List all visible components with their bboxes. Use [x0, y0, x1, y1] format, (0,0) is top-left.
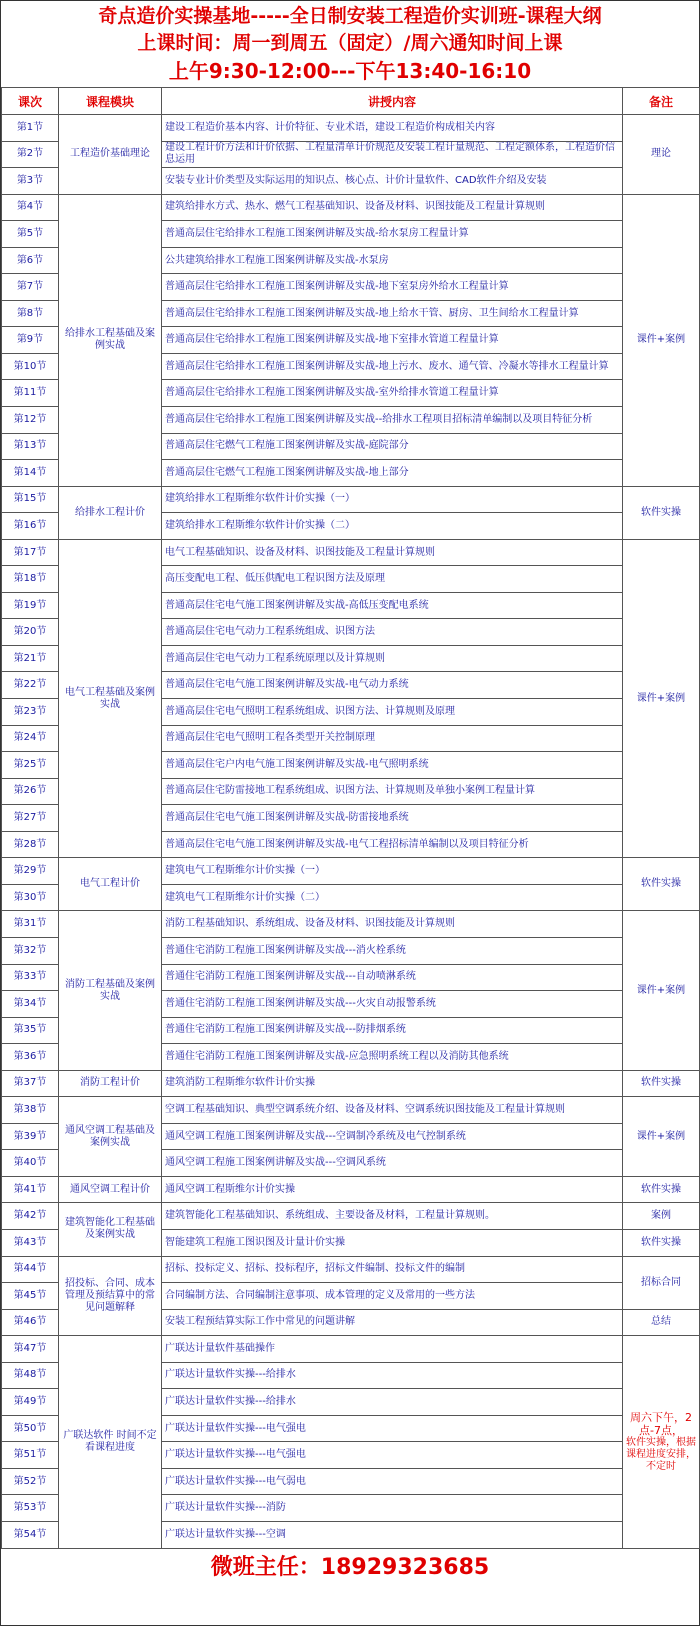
module-cell: 消防工程基础及案例实战: [59, 911, 162, 1070]
table-row: [2, 115, 700, 142]
remark-text: 软件实操: [641, 878, 681, 890]
content-cell: 合同编制方法、合同编制注意事项、成本管理的定义及常用的一些方法: [162, 1283, 623, 1310]
content-cell: 建筑消防工程斯维尔软件计价实操: [162, 1070, 623, 1097]
lesson-cell: 第23节: [2, 699, 59, 726]
lesson-cell: 第32节: [2, 937, 59, 964]
time-line: 上午9:30-12:00---下午13:40-16:10: [168, 59, 532, 83]
title-line: 奇点造价实操基地-----全日制安装工程造价实训班-课程大纲: [98, 5, 602, 27]
lesson-cell: 第1节: [2, 115, 59, 142]
lesson-cell: 第34节: [2, 991, 59, 1018]
content-cell: 普通高层住宅电气施工图案例讲解及实战-防雷接地系统: [162, 805, 623, 832]
content-cell: 普通高层住宅燃气工程施工图案例讲解及实战-地上部分: [162, 460, 623, 487]
lesson-cell: 第30节: [2, 884, 59, 911]
remark-text: 案例: [651, 1210, 671, 1222]
content-cell: 普通高层住宅给排水工程施工图案例讲解及实战-地上给水干管、厨房、卫生间给水工程量计算: [162, 300, 623, 327]
content-cell: 普通高层住宅给排水工程施工图案例讲解及实战-室外给排水管道工程量计算: [162, 380, 623, 407]
remark-cell: [623, 1336, 700, 1548]
table-row: [2, 539, 700, 566]
content-cell: 普通高层住宅户内电气施工图案例讲解及实战-电气照明系统: [162, 752, 623, 779]
lesson-cell: 第24节: [2, 725, 59, 752]
lesson-cell: 第15节: [2, 486, 59, 513]
lesson-cell: 第27节: [2, 805, 59, 832]
table-row: [2, 1176, 700, 1203]
module-cell: 通风空调工程基础及案例实战: [59, 1097, 162, 1177]
lesson-cell: 第54节: [2, 1521, 59, 1548]
table-body: [2, 115, 700, 1549]
content-cell: 建筑给排水工程斯维尔软件计价实操（一）: [162, 486, 623, 513]
lesson-cell: 第35节: [2, 1017, 59, 1044]
content-cell: 安装专业计价类型及实际运用的知识点、核心点、计价计量软件、CAD软件介绍及安装: [162, 168, 623, 195]
content-cell: 普通高层住宅电气施工图案例讲解及实战-高低压变配电系统: [162, 592, 623, 619]
content-cell: 通风空调工程斯维尔计价实操: [162, 1176, 623, 1203]
content-cell: 智能建筑工程施工图识图及计量计价实操: [162, 1229, 623, 1256]
remark-cell: [623, 539, 700, 858]
lesson-cell: 第26节: [2, 778, 59, 805]
remark-text: 课件+案例: [636, 334, 686, 346]
content-cell: 建设工程计价方法和计价依据、工程量清单计价规范及安装工程计量规范、工程定额体系，工程造价信息运用: [162, 141, 623, 168]
content-cell: 普通高层住宅电气施工图案例讲解及实战-电气动力系统: [162, 672, 623, 699]
content-cell: 普通高层住宅防雷接地工程系统组成、识图方法、计算规则及单独小案例工程量计算: [162, 778, 623, 805]
content-cell: 普通高层住宅给排水工程施工图案例讲解及实战-地上污水、废水、通气管、冷凝水等排水工程量计算: [162, 353, 623, 380]
module-cell: 招投标、合同、成本管理及预结算中的常见问题解释: [59, 1256, 162, 1336]
lesson-cell: 第22节: [2, 672, 59, 699]
remark-cell: [623, 1256, 700, 1309]
lesson-cell: 第21节: [2, 645, 59, 672]
table-row: [2, 858, 700, 885]
content-cell: 普通住宅消防工程施工图案例讲解及实战---防排烟系统: [162, 1017, 623, 1044]
lesson-cell: 第49节: [2, 1389, 59, 1416]
table-row: [2, 911, 700, 938]
remark-text: 周六下午，2点-7点，: [630, 1410, 692, 1437]
lesson-cell: 第43节: [2, 1229, 59, 1256]
content-cell: 普通高层住宅给排水工程施工图案例讲解及实战-给水泵房工程量计算: [162, 221, 623, 248]
footer-contact: 微班主任：18929323685: [210, 1555, 490, 1580]
remark-cell: [623, 858, 700, 911]
content-cell: 普通高层住宅给排水工程施工图案例讲解及实战--给排水工程项目招标清单编制以及项目特征分析: [162, 407, 623, 434]
lesson-cell: 第47节: [2, 1336, 59, 1363]
lesson-cell: 第33节: [2, 964, 59, 991]
remark-text: 课件+案例: [636, 692, 686, 704]
content-cell: 普通高层住宅燃气工程施工图案例讲解及实战-庭院部分: [162, 433, 623, 460]
content-cell: 广联达计量软件实操---给排水: [162, 1389, 623, 1416]
table-row: [2, 1203, 700, 1230]
col-header-lesson: 课次: [2, 88, 59, 115]
remark-text: 课件+案例: [636, 984, 686, 996]
lesson-cell: 第44节: [2, 1256, 59, 1283]
module-cell: 给排水工程计价: [59, 486, 162, 539]
content-cell: 广联达计量软件实操---电气弱电: [162, 1468, 623, 1495]
content-cell: 高压变配电工程、低压供配电工程识图方法及原理: [162, 566, 623, 593]
schedule-line: 上课时间：周一到周五（固定）/周六通知时间上课: [137, 32, 563, 54]
lesson-cell: 第41节: [2, 1176, 59, 1203]
module-cell: 给排水工程基础及案例实战: [59, 194, 162, 486]
lesson-cell: 第20节: [2, 619, 59, 646]
remark-cell: [623, 194, 700, 486]
lesson-cell: 第16节: [2, 513, 59, 540]
content-cell: 普通高层住宅电气施工图案例讲解及实战-电气工程招标清单编制以及项目特征分析: [162, 831, 623, 858]
lesson-cell: 第5节: [2, 221, 59, 248]
module-cell: 建筑智能化工程基础及案例实战: [59, 1203, 162, 1256]
remark-cell: [623, 486, 700, 539]
module-cell: 电气工程基础及案例实战: [59, 539, 162, 858]
remark-text: 课件+案例: [636, 1130, 686, 1142]
content-cell: 安装工程预结算实际工作中常见的问题讲解: [162, 1309, 623, 1336]
remark-cell: [623, 1229, 700, 1256]
lesson-cell: 第3节: [2, 168, 59, 195]
content-cell: 普通高层住宅电气照明工程各类型开关控制原理: [162, 725, 623, 752]
syllabus-table: [1, 87, 700, 1549]
content-cell: 建设工程造价基本内容、计价特征、专业术语，建设工程造价构成相关内容: [162, 115, 623, 142]
remark-text: 软件实操: [641, 1236, 681, 1248]
lesson-cell: 第25节: [2, 752, 59, 779]
lesson-cell: 第46节: [2, 1309, 59, 1336]
table-row: [2, 1336, 700, 1363]
content-cell: 普通高层住宅电气动力工程系统组成、识图方法: [162, 619, 623, 646]
lesson-cell: 第42节: [2, 1203, 59, 1230]
lesson-cell: 第4节: [2, 194, 59, 221]
lesson-cell: 第39节: [2, 1123, 59, 1150]
content-cell: 招标、投标定义、招标、投标程序，招标文件编制、投标文件的编制: [162, 1256, 623, 1283]
lesson-cell: 第9节: [2, 327, 59, 354]
content-cell: 建筑给排水方式、热水、燃气工程基础知识、设备及材料、识图技能及工程量计算规则: [162, 194, 623, 221]
table-row: [2, 486, 700, 513]
content-cell: 空调工程基础知识、典型空调系统介绍、设备及材料、空调系统识图技能及工程量计算规则: [162, 1097, 623, 1124]
lesson-cell: 第7节: [2, 274, 59, 301]
content-cell: 普通高层住宅电气动力工程系统原理以及计算规则: [162, 645, 623, 672]
lesson-cell: 第51节: [2, 1442, 59, 1469]
remark-cell: [623, 911, 700, 1070]
lesson-cell: 第36节: [2, 1044, 59, 1071]
content-cell: 公共建筑给排水工程施工图案例讲解及实战-水泵房: [162, 247, 623, 274]
content-cell: 消防工程基础知识、系统组成、设备及材料、识图技能及计算规则: [162, 911, 623, 938]
lesson-cell: 第6节: [2, 247, 59, 274]
content-cell: 广联达计量软件实操---消防: [162, 1495, 623, 1522]
content-cell: 广联达计量软件实操---给排水: [162, 1362, 623, 1389]
remark-text: 理论: [651, 148, 671, 160]
lesson-cell: 第12节: [2, 407, 59, 434]
content-cell: 普通高层住宅给排水工程施工图案例讲解及实战-地下室泵房外给水工程量计算: [162, 274, 623, 301]
content-cell: 通风空调工程施工图案例讲解及实战---空调制冷系统及电气控制系统: [162, 1123, 623, 1150]
table-header-row: [2, 88, 700, 115]
table-row: [2, 194, 700, 221]
content-cell: 建筑电气工程斯维尔计价实操（二）: [162, 884, 623, 911]
content-cell: 广联达计量软件基础操作: [162, 1336, 623, 1363]
table-row: [2, 1256, 700, 1283]
lesson-cell: 第40节: [2, 1150, 59, 1177]
content-cell: 建筑给排水工程斯维尔软件计价实操（二）: [162, 513, 623, 540]
lesson-cell: 第29节: [2, 858, 59, 885]
content-cell: 建筑电气工程斯维尔计价实操（一）: [162, 858, 623, 885]
remark-text: 总结: [651, 1316, 671, 1328]
content-cell: 普通住宅消防工程施工图案例讲解及实战---火灾自动报警系统: [162, 991, 623, 1018]
remark-text: 软件实操: [641, 506, 681, 518]
content-cell: 普通住宅消防工程施工图案例讲解及实战---自动喷淋系统: [162, 964, 623, 991]
header: [1, 1, 699, 87]
lesson-cell: 第11节: [2, 380, 59, 407]
content-cell: 建筑智能化工程基础知识、系统组成、主要设备及材料，工程量计算规则。: [162, 1203, 623, 1230]
lesson-cell: 第8节: [2, 300, 59, 327]
remark-text: 软件实操: [641, 1077, 681, 1089]
module-cell: 消防工程计价: [59, 1070, 162, 1097]
module-cell: 工程造价基础理论: [59, 115, 162, 195]
lesson-cell: 第18节: [2, 566, 59, 593]
remark-text: 软件实操: [641, 1183, 681, 1195]
content-cell: 通风空调工程施工图案例讲解及实战---空调风系统: [162, 1150, 623, 1177]
lesson-cell: 第48节: [2, 1362, 59, 1389]
lesson-cell: 第19节: [2, 592, 59, 619]
lesson-cell: 第37节: [2, 1070, 59, 1097]
table-row: [2, 1070, 700, 1097]
lesson-cell: 第38节: [2, 1097, 59, 1124]
lesson-cell: 第17节: [2, 539, 59, 566]
content-cell: 普通高层住宅给排水工程施工图案例讲解及实战-地下室排水管道工程量计算: [162, 327, 623, 354]
remark-cell: [623, 1203, 700, 1230]
lesson-cell: 第45节: [2, 1283, 59, 1310]
content-cell: 普通住宅消防工程施工图案例讲解及实战-应急照明系统工程以及消防其他系统: [162, 1044, 623, 1071]
remark-cell: [623, 1309, 700, 1336]
module-cell: 广联达软件 时间不定看课程进度: [59, 1336, 162, 1548]
lesson-cell: 第31节: [2, 911, 59, 938]
content-cell: 电气工程基础知识、设备及材料、识图技能及工程量计算规则: [162, 539, 623, 566]
lesson-cell: 第53节: [2, 1495, 59, 1522]
content-cell: 广联达计量软件实操---电气强电: [162, 1415, 623, 1442]
lesson-cell: 第14节: [2, 460, 59, 487]
col-header-content: 讲授内容: [162, 88, 623, 115]
remark-text: 招标合同: [641, 1276, 681, 1288]
lesson-cell: 第28节: [2, 831, 59, 858]
lesson-cell: 第50节: [2, 1415, 59, 1442]
content-cell: 普通住宅消防工程施工图案例讲解及实战---消火栓系统: [162, 937, 623, 964]
remark-cell: [623, 1097, 700, 1177]
lesson-cell: 第52节: [2, 1468, 59, 1495]
remark-cell: [623, 115, 700, 195]
remark-cell: [623, 1176, 700, 1203]
table-row: [2, 1097, 700, 1124]
content-cell: 普通高层住宅电气照明工程系统组成、识图方法、计算规则及原理: [162, 699, 623, 726]
lesson-cell: 第10节: [2, 353, 59, 380]
lesson-cell: 第13节: [2, 433, 59, 460]
col-header-module: 课程模块: [59, 88, 162, 115]
col-header-remark: 备注: [623, 88, 700, 115]
module-cell: 通风空调工程计价: [59, 1176, 162, 1203]
module-cell: 电气工程计价: [59, 858, 162, 911]
lesson-cell: 第2节: [2, 141, 59, 168]
remark-cell: [623, 1070, 700, 1097]
content-cell: 广联达计量软件实操---电气强电: [162, 1442, 623, 1469]
content-cell: 广联达计量软件实操---空调: [162, 1521, 623, 1548]
remark-subtext: 软件实操，根据课程进度安排，不定时: [626, 1436, 696, 1472]
